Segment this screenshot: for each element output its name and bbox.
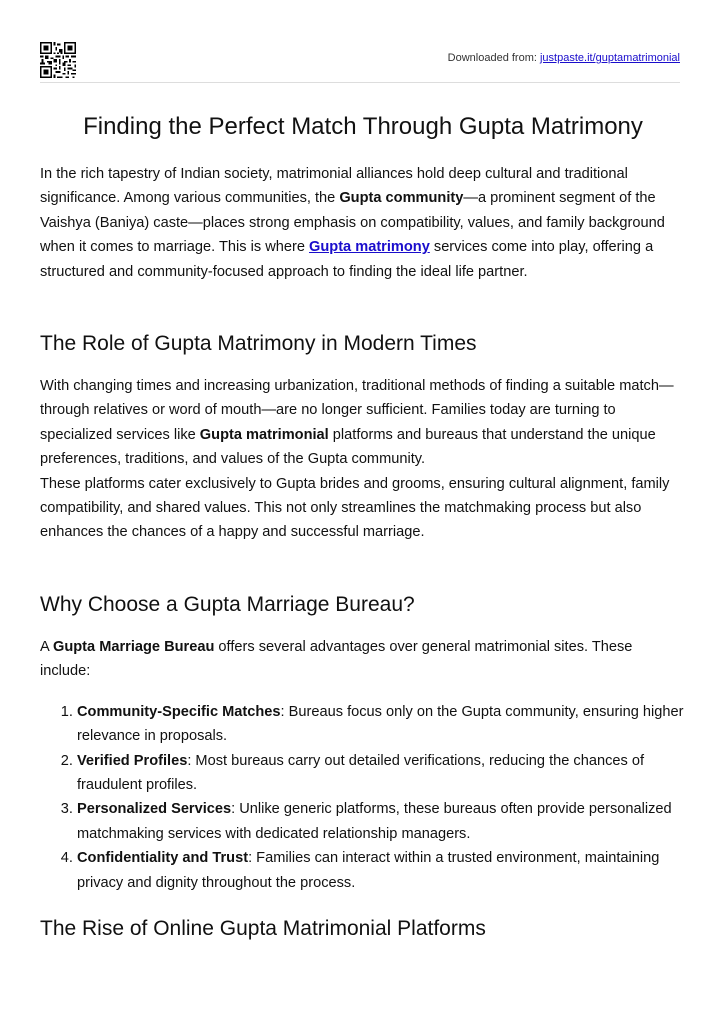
page-header [40, 42, 680, 82]
section-heading-rise: The Rise of Online Gupta Matrimonial Platforms [40, 916, 486, 940]
s2-text-2: offers several advantages over general matrimonial sites. These include: [40, 638, 633, 680]
intro-paragraph [40, 162, 685, 284]
source-link[interactable]: justpaste.it/guptamatrimonial [539, 52, 680, 64]
s2-bold-1: Gupta Marriage Bureau [52, 638, 215, 655]
section1-paragraph-1 [40, 374, 685, 472]
list-item [77, 749, 685, 798]
list-item-text: : Unlike generic platforms, these bureaus often provide personalized matchmaking services with dedicated relationship managers. [77, 801, 672, 842]
s1-text-2: platforms and bureaus that understand the unique preferences, traditions, and values of the Gupta community. [40, 426, 656, 468]
section1-paragraph-2: These platforms cater exclusively to Gupta brides and grooms, ensuring cultural alignment, family compatibility, and shared values. This not only streamlines the matchmaking process but also enhances the chances of a happy and successful marriage. [40, 475, 670, 541]
list-item-text: : Bureaus focus only on the Gupta community, ensuring higher relevance in proposals. [77, 703, 684, 745]
s2-text-1: A [40, 638, 53, 655]
download-source [448, 52, 680, 64]
list-item [77, 797, 685, 846]
section2-paragraph [40, 635, 685, 684]
intro-text-1: In the rich tapestry of Indian society, matrimonial alliances hold deep cultural and traditional significance. Among various communities, the [40, 166, 628, 207]
list-item-label: Verified Profiles [77, 752, 188, 769]
list-item-text: : Most bureaus carry out detailed verifications, reducing the chances of fraudulent profiles. [77, 752, 645, 793]
advantages-list [40, 700, 685, 895]
qr-code-icon[interactable] [40, 42, 76, 78]
page-title: Finding the Perfect Match Through Gupta Matrimony [83, 113, 643, 140]
gupta-matrimony-link[interactable]: Gupta matrimony [309, 239, 430, 256]
intro-text-3: services come into play, offering a structured and community-focused approach to finding the ideal life partner. [40, 239, 654, 280]
list-item-label: Community-Specific Matches [77, 703, 281, 720]
list-item-label: Personalized Services [77, 801, 232, 818]
article [40, 111, 685, 943]
s1-text-1: With changing times and increasing urbanization, traditional methods of finding a suitable match—through relatives or word of mouth—are no longer sufficient. Families today are turning to specialized services like [40, 378, 674, 443]
list-item [77, 700, 685, 749]
list-item [77, 846, 685, 895]
download-source-label: Downloaded from: [447, 52, 540, 64]
intro-text-2: —a prominent segment of the Vaishya (Baniya) caste—places strong emphasis on compatibility, values, and family background when it comes to marriage. This is where [40, 190, 665, 256]
section-heading-role: The Role of Gupta Matrimony in Modern Times [40, 332, 477, 356]
s1-bold-1: Gupta matrimonial [199, 426, 329, 443]
list-item-label: Confidentiality and Trust [77, 850, 249, 867]
list-item-text: : Families can interact within a trusted environment, maintaining privacy and dignity throughout the process. [77, 850, 660, 891]
section-heading-why: Why Choose a Gupta Marriage Bureau? [40, 592, 415, 616]
header-divider [40, 82, 680, 83]
intro-bold-1: Gupta community [339, 190, 464, 207]
